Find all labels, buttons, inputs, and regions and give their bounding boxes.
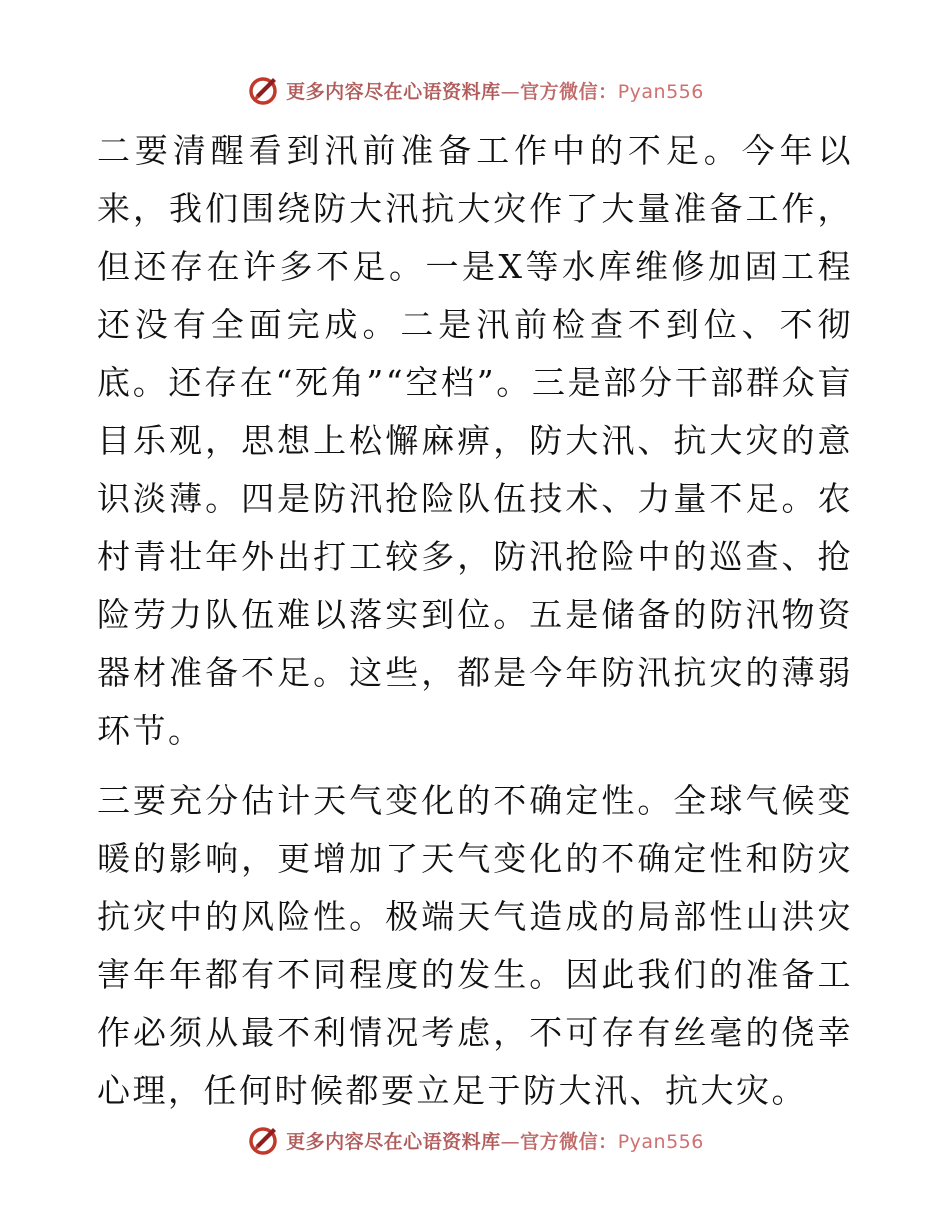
footer-banner-text bbox=[286, 1127, 704, 1154]
header-banner-text bbox=[286, 77, 704, 104]
header-wechat-label: 官方微信： bbox=[520, 80, 618, 103]
footer-banner-separator: — bbox=[500, 1130, 521, 1153]
pen-logo-icon bbox=[246, 73, 280, 107]
document-body bbox=[97, 122, 853, 1132]
paragraph-second-requirement: 二要清醒看到汛前准备工作中的不足。今年以来，我们围绕防大汛抗大灾作了大量准备工作，但还存在许多不足。一是X等水库维修加固工程还没有全面完成。二是汛前检查不到位、不彻底。还存在“死角”“空档”。三是部分干部群众盲目乐观，思想上松懈麻痹，防大汛、抗大灾的意识淡薄。四是防汛抢险队伍技术、力量不足。农村青壮年外出打工较多，防汛抢险中的巡查、抢险劳力队伍难以落实到位。五是储备的防汛物资器材准备不足。这些，都是今年防汛抗灾的薄弱环节。 bbox=[97, 131, 853, 750]
pen-logo-icon bbox=[246, 1123, 280, 1157]
header-banner bbox=[0, 70, 950, 110]
footer-banner-lead: 更多内容尽在心语资料库 bbox=[286, 1130, 501, 1153]
header-banner-separator: — bbox=[500, 80, 521, 103]
paragraph-third-requirement: 三要充分估计天气变化的不确定性。全球气候变暖的影响，更增加了天气变化的不确定性和防灾抗灾中的风险性。极端天气造成的局部性山洪灾害年年都有不同程度的发生。因此我们的准备工作必须从最不利情况考虑，不可存有丝毫的侥幸心理，任何时候都要立足于防大汛、抗大灾。 bbox=[97, 781, 853, 1110]
footer-banner bbox=[0, 1120, 950, 1160]
footer-wechat-label: 官方微信： bbox=[520, 1130, 618, 1153]
footer-wechat-id: Pyan556 bbox=[617, 1130, 704, 1153]
header-wechat-id: Pyan556 bbox=[617, 80, 704, 103]
header-banner-lead: 更多内容尽在心语资料库 bbox=[286, 80, 501, 103]
